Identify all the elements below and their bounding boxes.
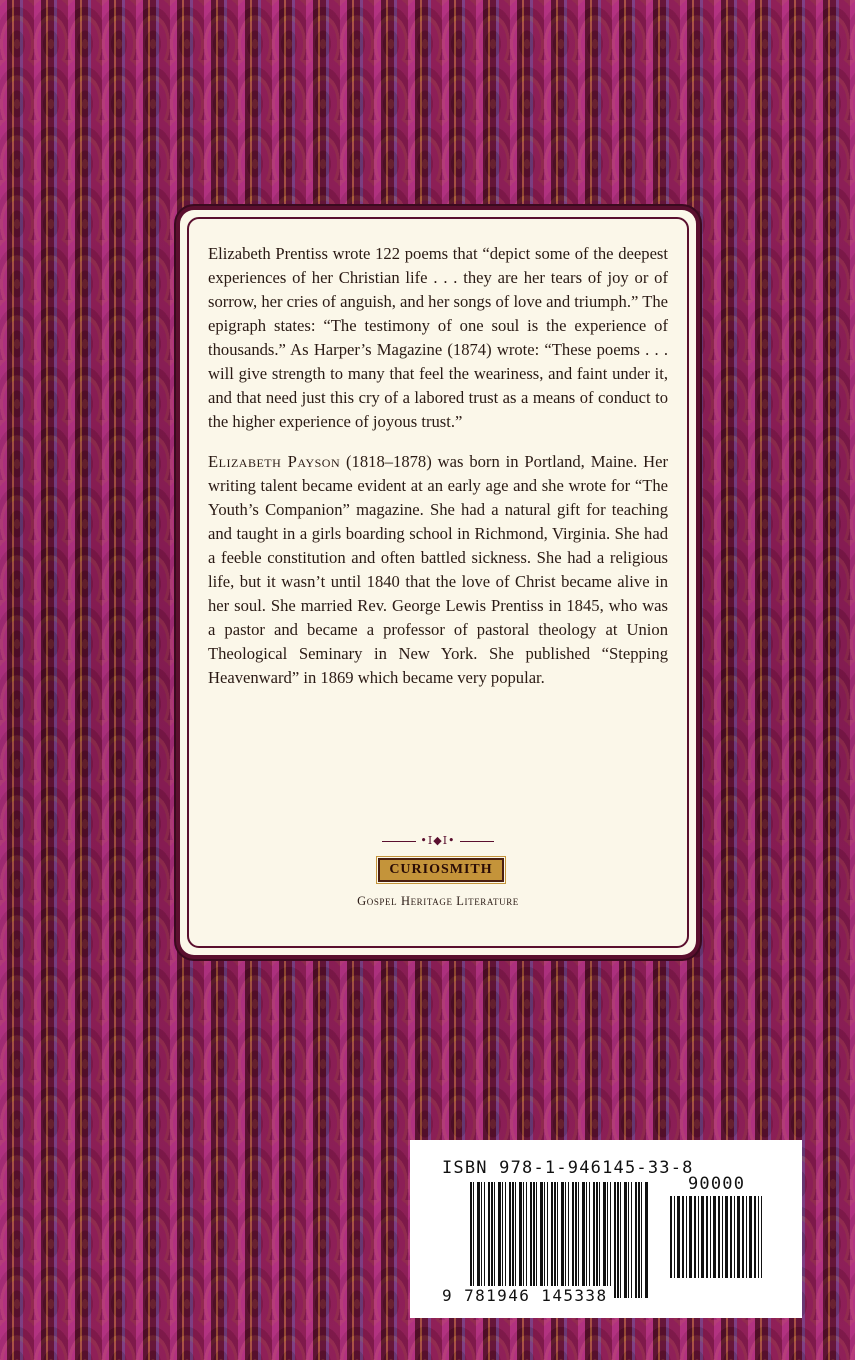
ornament-line-left: [382, 841, 416, 842]
imprint-label: Gospel Heritage Literature: [357, 894, 519, 908]
isbn-label: ISBN 978-1-946145-33-8: [442, 1158, 694, 1178]
publisher-logo: CURIOSMITH: [378, 858, 504, 882]
barcode-addon-bars: [670, 1196, 762, 1278]
author-bio: (1818–1878) was born in Portland, Maine. Her writing talent became evident at an early age and she wrote for “The Youth’s Companion” magazine. She had a natural gift for teaching and taught in a girls boarding school in Richmond, Virginia. She had a feeble constitution and often battled sickness. She had a religious life, but it wasn’t until 1840 that the love of Christ became alive in her soul. She married Rev. George Lewis Prentiss in 1845, who was a pastor and became a professor of pastoral theology at Union Theological Seminary in New York. She published “Stepping Heavenward” in 1869 which became very popular.: [208, 452, 668, 687]
ornament-glyph: •I◆I•: [420, 834, 456, 847]
author-name: Elizabeth Payson: [208, 452, 341, 471]
panel-frame: [180, 210, 696, 955]
barcode-box: [410, 1140, 802, 1318]
blurb-paragraph-2: [208, 450, 668, 690]
description-panel: [176, 206, 700, 959]
blurb-paragraph-1: Elizabeth Prentiss wrote 122 poems that “depict some of the deepest experiences of her Christian life . . . they are her tears of joy or of sorrow, her cries of anguish, and her songs of love and triumph.” The epigraph states: “The testimony of one soul is the experience of thousands.” As Harper’s Magazine (1874) wrote: “These poems . . . will give strength to many that feel the weariness, and faint under it, and that need just this cry of a labored trust as a means of conduct to the higher experience of joyous trust.”: [208, 244, 668, 431]
ornament-line-right: [460, 841, 494, 842]
blurb-text: [208, 242, 668, 706]
price-code: 90000: [688, 1174, 746, 1194]
divider-ornament: [180, 834, 696, 847]
barcode-bars: [470, 1182, 648, 1298]
barcode-digits: 9 781946 145338: [442, 1286, 612, 1305]
